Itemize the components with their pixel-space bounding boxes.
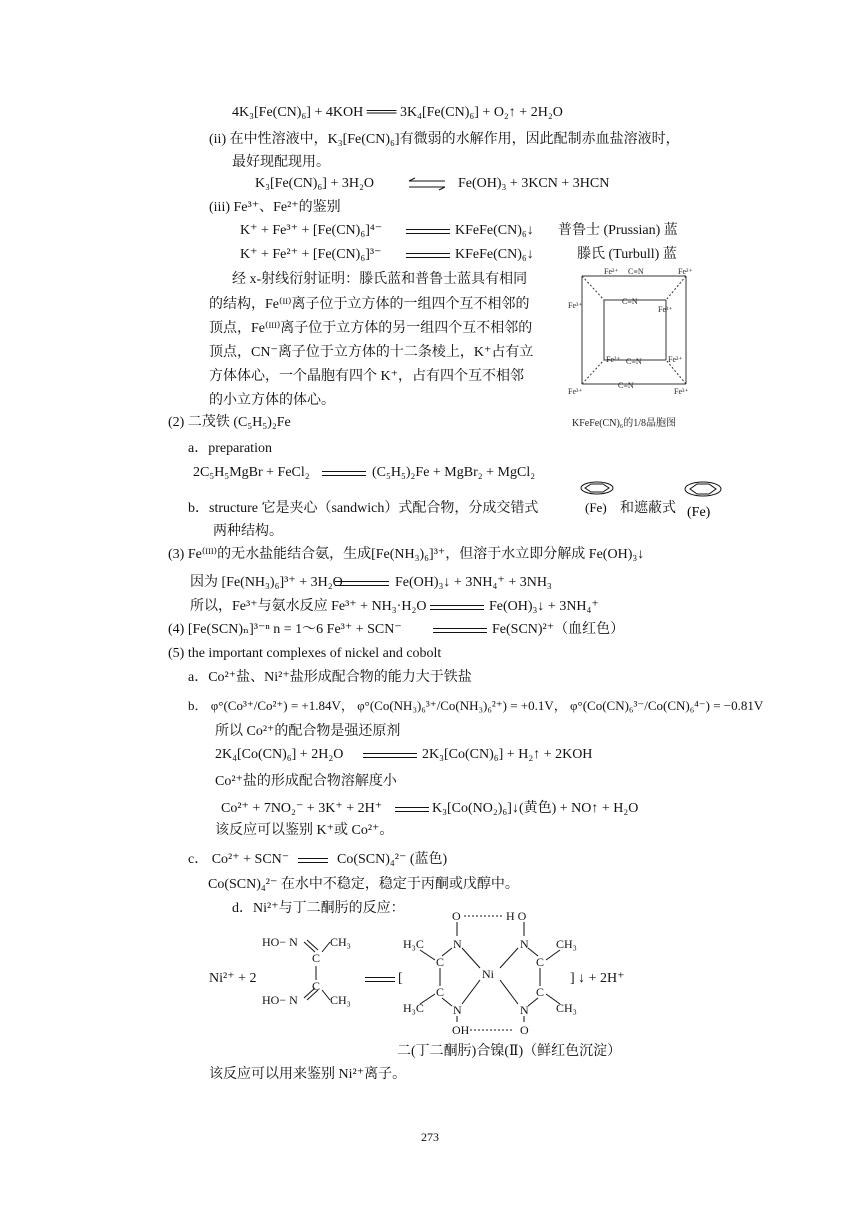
rx-product-name: 二(丁二酮肟)合镍(Ⅱ)（鲜红色沉淀） xyxy=(397,1044,622,1059)
eq-ferrocene-right: (C₅H₅)₂Fe + MgBr₂ + MgCl₂ xyxy=(372,465,536,480)
heading-fe3-ammonia: (3) Fe⁽ᴵᴵᴵ⁾的无水盐能结合氨，生成[Fe(NH₃)₆]³⁺，但溶于水立即分解成 Fe(OH)₃↓ xyxy=(168,547,645,562)
text-solubility: Co²⁺盐的形成配合物溶解度小 xyxy=(215,774,397,789)
svg-text:H₃C: H₃C xyxy=(403,937,424,951)
svg-text:Fe³⁺: Fe³⁺ xyxy=(568,301,583,310)
svg-text:O: O xyxy=(452,909,461,923)
eq-thiocyanate-right: Fe(SCN)²⁺（血红色） xyxy=(492,622,625,637)
heading-ferrocene: (2) 二茂铁 (C₅H₅)₂Fe xyxy=(168,415,291,430)
equals-sign xyxy=(365,973,395,987)
eq-turnbull-right: KFeFe(CN)₆↓ xyxy=(455,247,534,262)
text-identify-k-co: 该反应可以鉴别 K⁺或 Co²⁺。 xyxy=(215,823,394,838)
equals-sign xyxy=(433,624,487,638)
para-line-4: 顶点，CN⁻离子位于立方体的十二条棱上，K⁺占有立 xyxy=(209,345,534,360)
svg-text:C: C xyxy=(536,985,545,999)
para-line-1: 经 x-射线衍射证明：滕氏蓝和普鲁士蓝具有相同 xyxy=(232,272,528,287)
svg-text:C≡N: C≡N xyxy=(618,381,634,390)
svg-text:CH₃: CH₃ xyxy=(330,993,351,1007)
svg-text:H₃C: H₃C xyxy=(403,1001,424,1015)
svg-text:C: C xyxy=(312,951,321,965)
eq-prussian-left: K⁺ + Fe³⁺ + [Fe(CN)₆]⁴⁻ xyxy=(240,223,383,238)
svg-text:H O: H O xyxy=(506,909,527,923)
para-line-3: 顶点，Fe⁽ᴵᴵᴵ⁾离子位于立方体的另一组四个互不相邻的 xyxy=(209,321,533,336)
eq-ammonia-left: 所以，Fe³⁺与氨水反应 Fe³⁺ + NH₃·H₂O xyxy=(190,599,427,614)
svg-text:HO− N: HO− N xyxy=(262,935,298,949)
svg-text:CH₃: CH₃ xyxy=(556,937,577,951)
prussian-blue-unit-cell-figure xyxy=(566,262,708,432)
text-two-structures: 两种结构。 xyxy=(213,524,283,539)
text-hydrolysis: (ii) 在中性溶液中，K₃[Fe(CN)₆]有微弱的水解作用，因此配制赤血盐溶液时， xyxy=(209,132,680,147)
svg-text:C: C xyxy=(436,955,445,969)
staggered-ferrocene-icon xyxy=(577,478,617,518)
svg-text:C: C xyxy=(436,985,445,999)
text-reducing: 所以 Co²⁺的配合物是强还原剂 xyxy=(215,724,401,739)
svg-text:C≡N: C≡N xyxy=(626,357,642,366)
svg-text:N: N xyxy=(453,1003,462,1017)
eq-hydrolysis-right: Fe(OH)₃ + 3KCN + 3HCN xyxy=(458,176,610,191)
sub-preparation: a．preparation xyxy=(188,441,272,456)
svg-text:Fe²⁺: Fe²⁺ xyxy=(668,355,683,364)
svg-text:CH₃: CH₃ xyxy=(556,1001,577,1015)
equals-sign xyxy=(363,749,417,763)
nickel-dimethylglyoxime-complex xyxy=(400,908,580,1040)
sub-b-potentials: b． φ°(Co³⁺/Co²⁺) = +1.84V， φ°(Co(NH₃)₆³⁺/Co(NH₃)₆²⁺) = +0.1V， φ°(Co(CN)₆³⁻/Co(CN)₆⁴⁻) = −0.81V xyxy=(188,698,764,713)
eq-prussian-right: KFeFe(CN)₆↓ xyxy=(455,223,534,238)
eq-cocn-left: 2K₄[Co(CN)₆] + 2H₂O xyxy=(215,747,344,762)
equilibrium-arrow-icon xyxy=(407,177,447,191)
eq-ammine-left: 因为 [Fe(NH₃)₆]³⁺ + 3H₂O xyxy=(190,575,343,590)
svg-text:Fe³⁺: Fe³⁺ xyxy=(658,305,673,314)
figure-caption: KFeFe(CN)₆的1/8晶胞图 xyxy=(572,418,677,429)
svg-text:C≡N: C≡N xyxy=(628,267,644,276)
eq-nitrite-left: Co²⁺ + 7NO₂⁻ + 3K⁺ + 2H⁺ xyxy=(221,801,383,816)
label-prussian-blue: 普鲁士 (Prussian) 蓝 xyxy=(558,223,678,238)
svg-text:Fe³⁺: Fe³⁺ xyxy=(568,387,583,396)
para-line-5: 方体体心，一个晶胞有四个 K⁺，占有四个互不相邻 xyxy=(209,369,524,384)
svg-text:C≡N: C≡N xyxy=(622,297,638,306)
eq-ammonia-right: Fe(OH)₃↓ + 3NH₄⁺ xyxy=(489,599,599,614)
bracket-open: [ xyxy=(398,971,403,986)
heading-fe-identification: (iii) Fe³⁺、Fe²⁺的鉴别 xyxy=(209,200,341,215)
equals-sign xyxy=(406,249,450,263)
svg-text:Ni: Ni xyxy=(482,967,494,981)
svg-text:HO− N: HO− N xyxy=(262,993,298,1007)
svg-text:O: O xyxy=(520,1023,529,1037)
eq-turnbull-left: K⁺ + Fe²⁺ + [Fe(CN)₆]³⁻ xyxy=(240,247,382,262)
svg-text:Fe²⁺: Fe²⁺ xyxy=(604,267,619,276)
equals-sign xyxy=(395,803,429,817)
equals-sign xyxy=(298,854,328,868)
svg-text:(Fe): (Fe) xyxy=(687,505,711,520)
rx-ni-right: ] ↓ + 2H⁺ xyxy=(570,971,625,986)
rx-ni-left: Ni²⁺ + 2 xyxy=(209,971,257,986)
para-line-2: 的结构，Fe⁽ᴵᴵ⁾离子位于立方体的一组四个互不相邻的 xyxy=(209,297,530,312)
svg-text:(Fe): (Fe) xyxy=(585,500,607,515)
svg-text:Fe²⁺: Fe²⁺ xyxy=(606,355,621,364)
eq-cothiocyanate-right: Co(SCN)₄²⁻ (蓝色) xyxy=(337,852,448,867)
heading-ni-co: (5) the important complexes of nickel and cobolt xyxy=(168,646,442,661)
text-fresh: 最好现配现用。 xyxy=(232,155,330,170)
sub-c-thiocyanate: c． Co²⁺ + SCN⁻ xyxy=(188,852,290,867)
eq-k3fecn6-koh: 4K₃[Fe(CN)₆] + 4KOH ═══ 3K₄[Fe(CN)₆] + O₂↑ + 2H₂O xyxy=(232,105,563,120)
equals-sign xyxy=(430,601,484,615)
svg-text:C: C xyxy=(536,955,545,969)
svg-text:Fe²⁺: Fe²⁺ xyxy=(678,267,693,276)
eq-nitrite-right: K₃[Co(NO₂)₆]↓(黄色) + NO↑ + H₂O xyxy=(432,801,639,816)
heading-thiocyanate: (4) [Fe(SCN)ₙ]³⁻ⁿ n = 1～6 Fe³⁺ + SCN⁻ xyxy=(168,622,402,637)
equals-sign xyxy=(335,577,389,591)
svg-text:C: C xyxy=(312,979,321,993)
equals-sign xyxy=(322,467,366,481)
dimethylglyoxime-structure xyxy=(260,928,360,1008)
svg-text:N: N xyxy=(453,937,462,951)
eq-ferrocene-left: 2C₅H₅MgBr + FeCl₂ xyxy=(193,465,310,480)
sub-a-co-ni: a．Co²⁺盐、Ni²⁺盐形成配合物的能力大于铁盐 xyxy=(188,670,472,685)
eq-ammine-right: Fe(OH)₃↓ + 3NH₄⁺ + 3NH₃ xyxy=(395,575,552,590)
sub-structure: b．structure 它是夹心（sandwich）式配合物，分成交错式 xyxy=(188,501,539,516)
eq-hydrolysis-left: K₃[Fe(CN)₆] + 3H₂O xyxy=(255,176,374,191)
svg-text:Fe³⁺: Fe³⁺ xyxy=(674,387,689,396)
svg-text:CH₃: CH₃ xyxy=(330,935,351,949)
text-eclipsed: 和遮蔽式 xyxy=(620,501,676,516)
label-turnbull-blue: 滕氏 (Turbull) 蓝 xyxy=(577,247,677,262)
eq-cocn-right: 2K₃[Co(CN)₆] + H₂↑ + 2KOH xyxy=(422,747,593,762)
svg-text:OH: OH xyxy=(452,1023,470,1037)
sub-d-dimethylglyoxime: d．Ni²⁺与丁二酮肟的反应： xyxy=(232,901,405,916)
page-number: 273 xyxy=(421,1130,439,1144)
eclipsed-ferrocene-icon xyxy=(681,478,727,522)
text-identify-ni: 该反应可以用来鉴别 Ni²⁺离子。 xyxy=(209,1067,407,1082)
equals-sign xyxy=(406,225,450,239)
svg-text:N: N xyxy=(520,937,529,951)
text-co-scn-stability: Co(SCN)₄²⁻ 在水中不稳定，稳定于丙酮或戊醇中。 xyxy=(208,877,519,892)
para-line-6: 的小立方体的体心。 xyxy=(209,393,335,408)
svg-text:N: N xyxy=(520,1003,529,1017)
